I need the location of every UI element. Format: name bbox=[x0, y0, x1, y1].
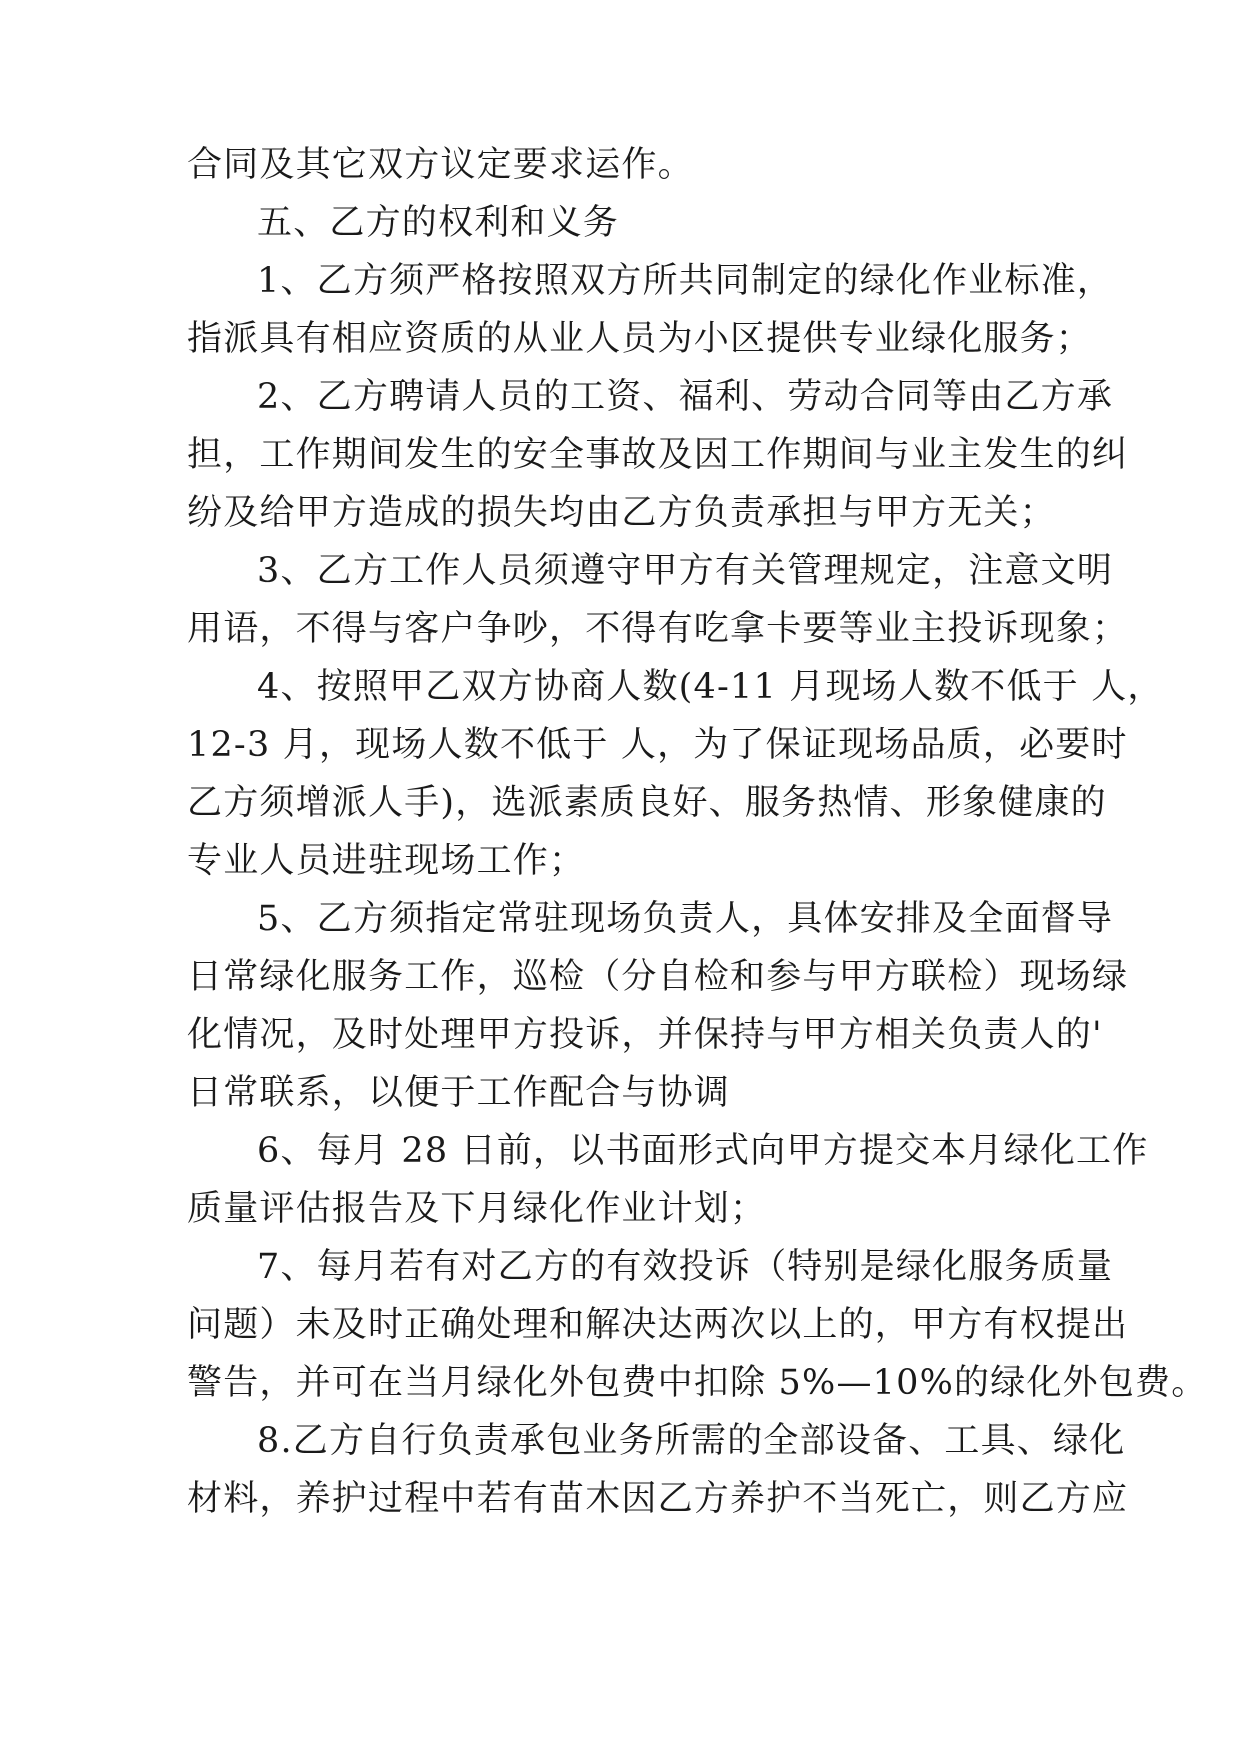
text-line: 6、每月 28 日前，以书面形式向甲方提交本月绿化工作 bbox=[257, 1131, 1149, 1171]
section-heading: 五、乙方的权利和义务 bbox=[257, 203, 620, 243]
text-line: 日常联系，以便于工作配合与协调 bbox=[187, 1073, 731, 1113]
text-line: 专业人员进驻现场工作； bbox=[187, 841, 586, 881]
text-line: 7、每月若有对乙方的有效投诉（特别是绿化服务质量 bbox=[257, 1247, 1114, 1287]
text-line: 用语，不得与客户争吵，不得有吃拿卡要等业主投诉现象； bbox=[187, 609, 1129, 649]
text-line: 2、乙方聘请人员的工资、福利、劳动合同等由乙方承 bbox=[257, 377, 1114, 417]
text-line: 1、乙方须严格按照双方所共同制定的绿化作业标准， bbox=[257, 261, 1114, 301]
text-line: 12-3 月，现场人数不低于 人，为了保证现场品质，必要时 bbox=[187, 725, 1128, 765]
text-line: 日常绿化服务工作，巡检（分自检和参与甲方联检）现场绿 bbox=[187, 957, 1129, 997]
text-line: 乙方须增派人手)，选派素质良好、服务热情、形象健康的 bbox=[187, 783, 1107, 823]
text-line: 合同及其它双方议定要求运作。 bbox=[187, 145, 694, 185]
text-line: 指派具有相应资质的从业人员为小区提供专业绿化服务； bbox=[187, 319, 1093, 359]
text-line: 纷及给甲方造成的损失均由乙方负责承担与甲方无关； bbox=[187, 493, 1056, 533]
text-line: 问题）未及时正确处理和解决达两次以上的，甲方有权提出 bbox=[187, 1305, 1129, 1345]
text-line: 3、乙方工作人员须遵守甲方有关管理规定，注意文明 bbox=[257, 551, 1114, 591]
text-line: 质量评估报告及下月绿化作业计划； bbox=[187, 1189, 767, 1229]
text-line: 警告，并可在当月绿化外包费中扣除 5%—10%的绿化外包费。 bbox=[187, 1363, 1208, 1403]
text-line: 5、乙方须指定常驻现场负责人，具体安排及全面督导 bbox=[257, 899, 1114, 939]
text-line: 4、按照甲乙双方协商人数(4-11 月现场人数不低于 人， bbox=[257, 667, 1164, 707]
text-line: 材料，养护过程中若有苗木因乙方养护不当死亡，则乙方应 bbox=[187, 1479, 1129, 1519]
text-line: 8.乙方自行负责承包业务所需的全部设备、工具、绿化 bbox=[257, 1421, 1126, 1461]
text-line: 担，工作期间发生的安全事故及因工作期间与业主发生的纠 bbox=[187, 435, 1129, 475]
text-line: 化情况，及时处理甲方投诉，并保持与甲方相关负责人的' bbox=[187, 1015, 1103, 1055]
